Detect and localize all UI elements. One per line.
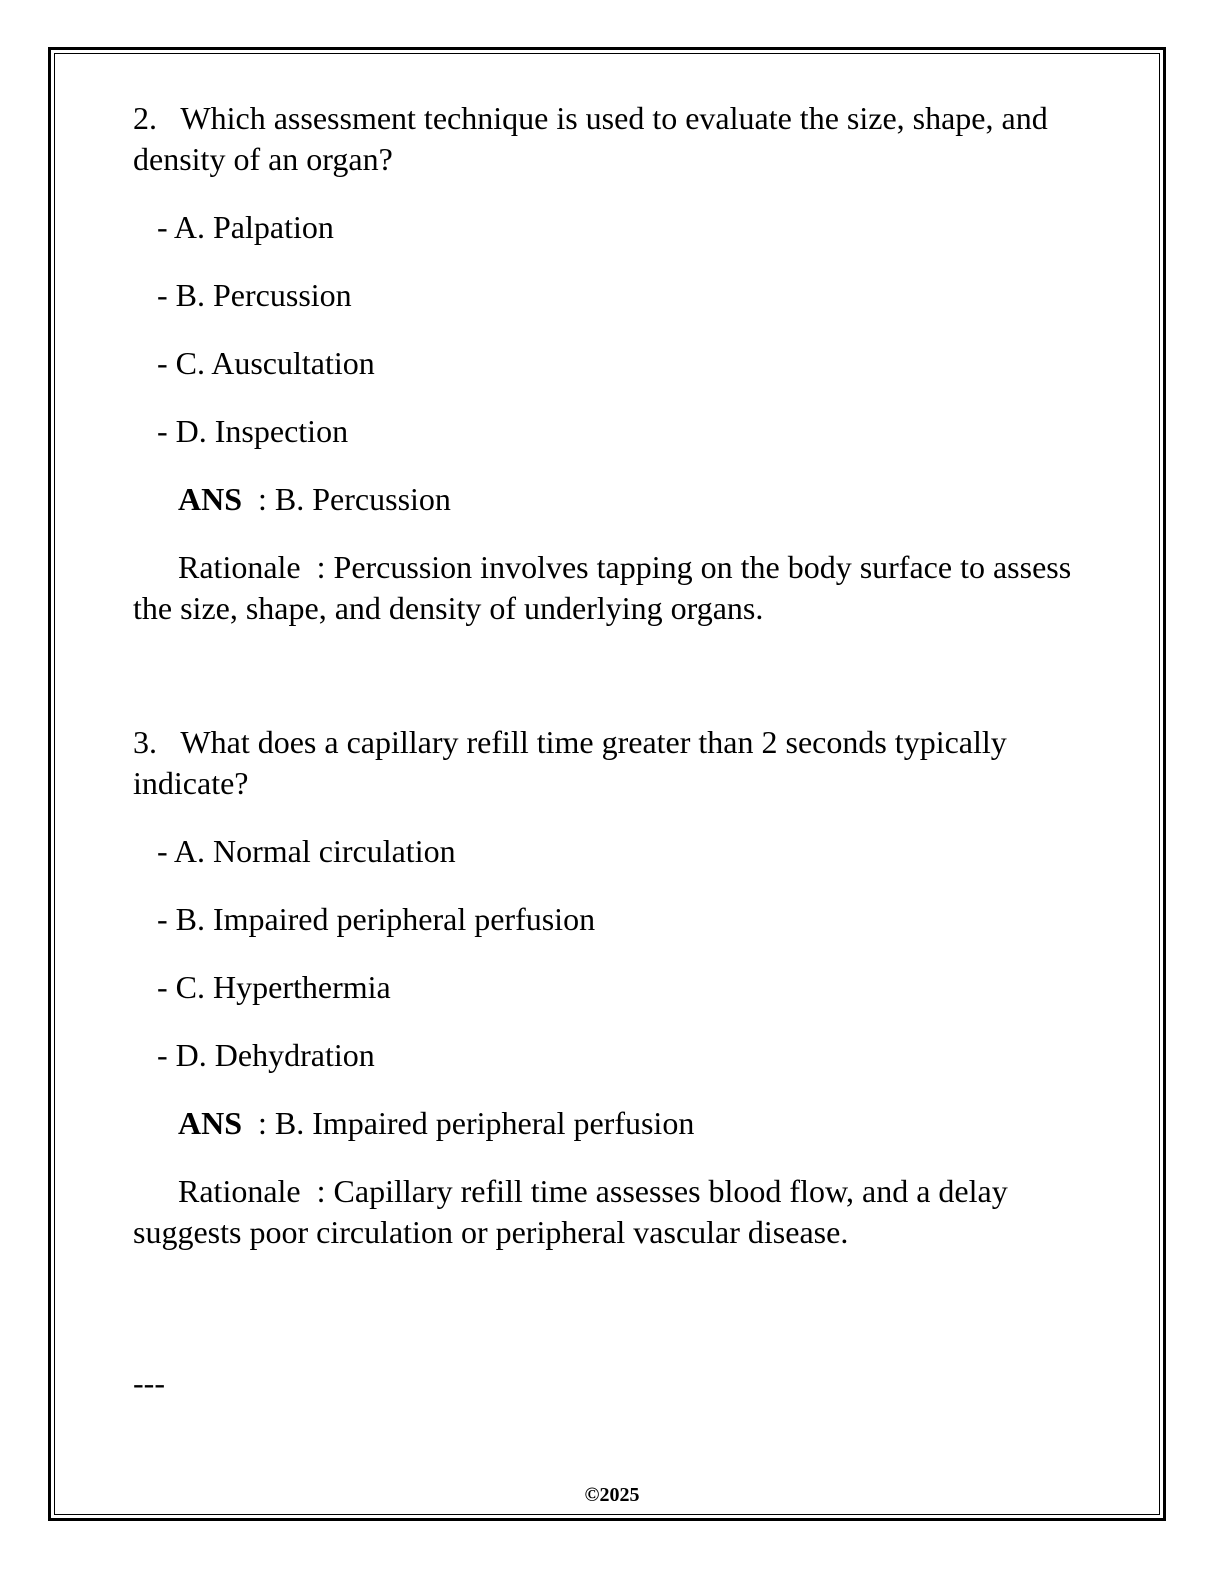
option-b: - B. Impaired peripheral perfusion bbox=[157, 901, 596, 937]
question-text: 2. Which assessment technique is used to evaluate the size, shape, and density of an organ? bbox=[133, 100, 1048, 177]
option-a: - A. Palpation bbox=[157, 209, 334, 245]
option-c: - C. Hyperthermia bbox=[157, 969, 391, 1005]
option-d: - D. Inspection bbox=[157, 413, 349, 449]
question-block bbox=[133, 722, 1093, 1253]
option-a: - A. Normal circulation bbox=[157, 833, 456, 869]
answer: ANS : B. Percussion bbox=[178, 481, 451, 517]
rationale: Rationale : Capillary refill time assesses blood flow, and a delay suggests poor circulation or peripheral vascular disease. bbox=[133, 1173, 1008, 1250]
option-b: - B. Percussion bbox=[157, 277, 352, 313]
option-c: - C. Auscultation bbox=[157, 345, 375, 381]
separator: --- bbox=[133, 1365, 165, 1401]
rationale: Rationale : Percussion involves tapping on the body surface to assess the size, shape, and density of underlying organs. bbox=[133, 549, 1072, 626]
option-d: - D. Dehydration bbox=[157, 1037, 375, 1073]
question-text: 3. What does a capillary refill time greater than 2 seconds typically indicate? bbox=[133, 724, 1007, 801]
document-content bbox=[133, 98, 1093, 1253]
answer: ANS : B. Impaired peripheral perfusion bbox=[178, 1105, 695, 1141]
question-block bbox=[133, 98, 1093, 629]
copyright-footer: ©2025 bbox=[584, 1484, 640, 1506]
